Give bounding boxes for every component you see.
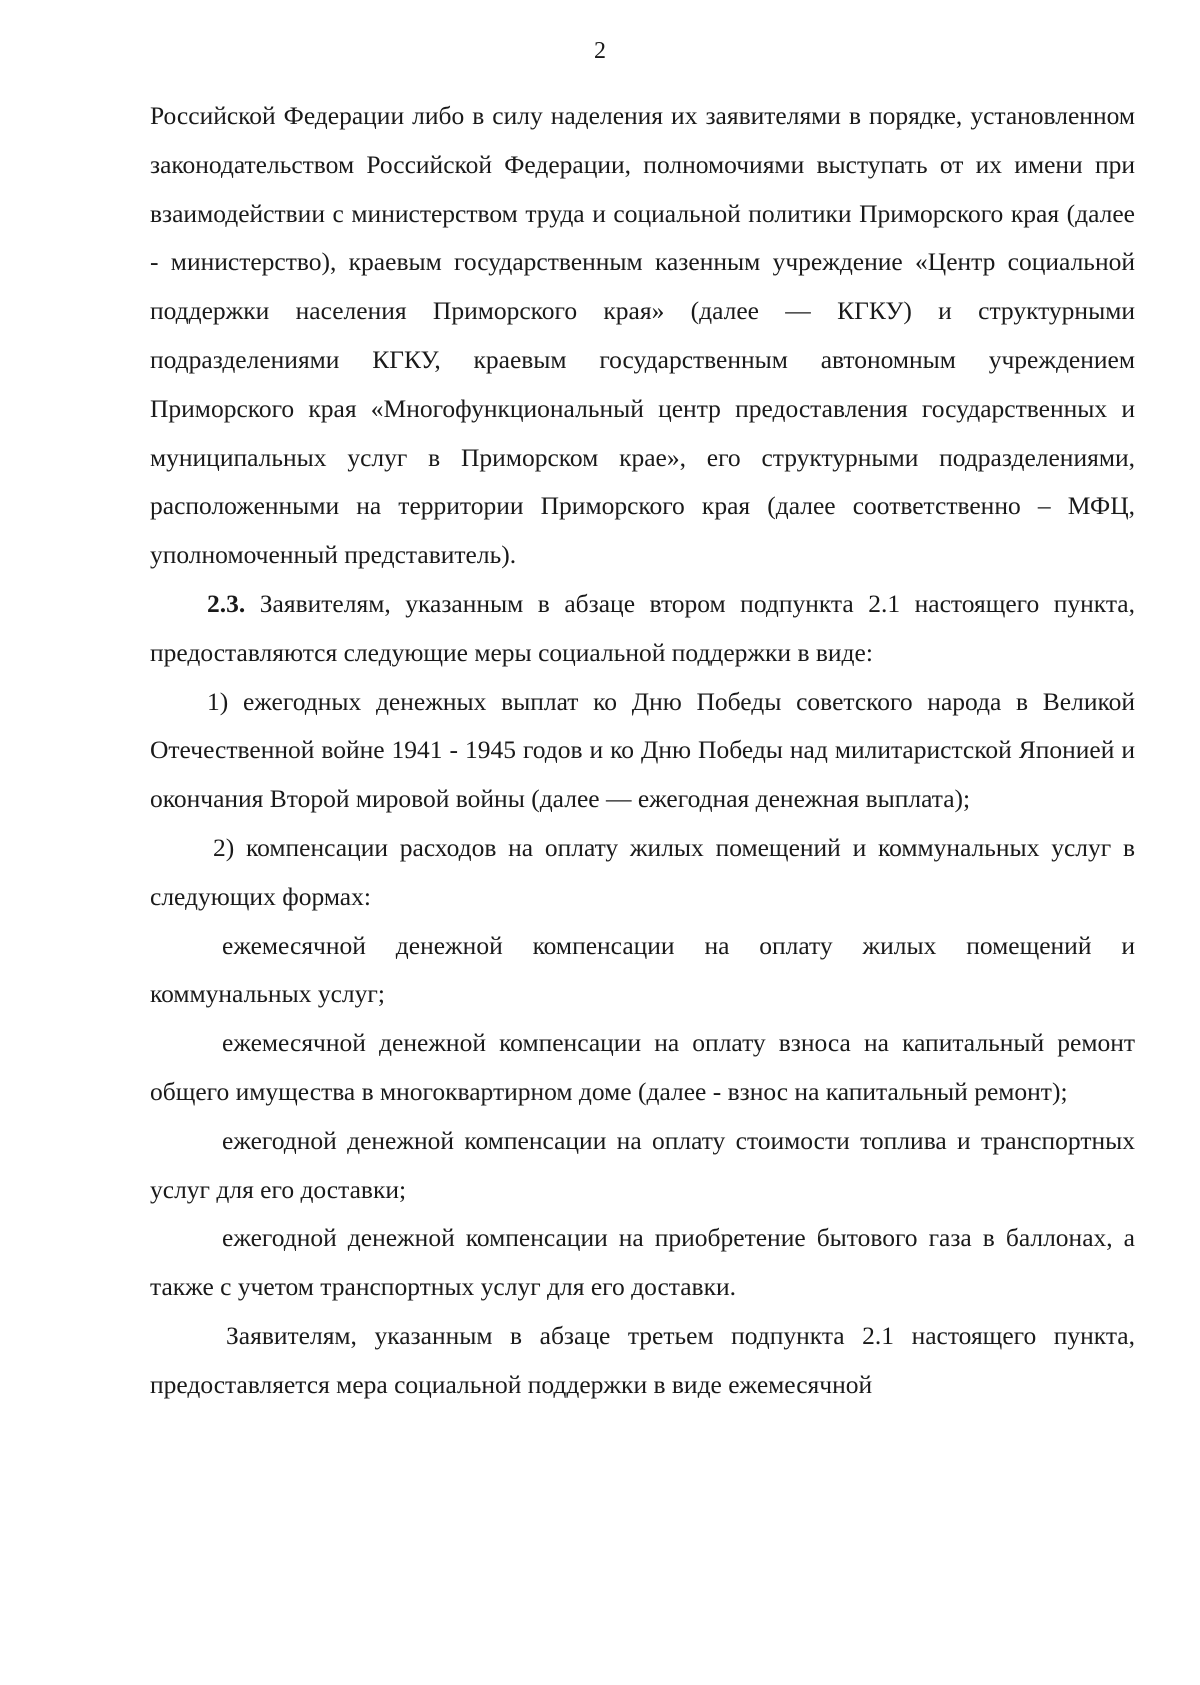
page-number: 2 xyxy=(594,38,606,64)
compensation-form-1: ежемесячной денежной компенсации на оплату жилых помещений и коммунальных услуг; xyxy=(150,930,1135,1009)
compensation-form-4: ежегодной денежной компенсации на приобретение бытового газа в баллонах, а также с учетом транспортных услуг для его доставки. xyxy=(150,1223,1135,1302)
clause-text: Заявителям, указанным в абзаце втором подпункта 2.1 настоящего пункта, предоставляются следующие меры социальной поддержки в виде: xyxy=(150,588,1135,667)
document-body xyxy=(150,92,1135,1410)
paragraph-third-applicants: Заявителям, указанным в абзаце третьем подпункта 2.1 настоящего пункта, предоставляется мера социальной поддержки в виде ежемесячной xyxy=(150,1320,1135,1399)
list-item-1: 1) ежегодных денежных выплат ко Дню Победы советского народа в Великой Отечественной войне 1941 - 1945 годов и ко Дню Победы над милитаристской Японией и окончания Второй мировой войны (далее — ежегодная денежная выплата); xyxy=(150,686,1135,814)
list-item-2: 2) компенсации расходов на оплату жилых помещений и коммунальных услуг в следующих формах: xyxy=(150,832,1135,911)
clause-number: 2.3. xyxy=(207,588,246,618)
paragraph-continuation: Российской Федерации либо в силу наделения их заявителями в порядке, установленном законодательством Российской Федерации, полномочиями выступать от их имени при взаимодействии с министерством труда и социальной политики Приморского края (далее - министерство), краевым государственным казенным учреждение «Центр социальной поддержки населения Приморского края» (далее — КГКУ) и структурными подразделениями КГКУ, краевым государственным автономным учреждением Приморского края «Многофункциональный центр предоставления государственных и муниципальных услуг в Приморском крае», его структурными подразделениями, расположенными на территории Приморского края (далее соответственно – МФЦ, уполномоченный представитель). xyxy=(150,101,1135,570)
compensation-form-3: ежегодной денежной компенсации на оплату стоимости топлива и транспортных услуг для его доставки; xyxy=(150,1125,1135,1204)
compensation-form-2: ежемесячной денежной компенсации на оплату взноса на капитальный ремонт общего имущества в многоквартирном доме (далее - взнос на капитальный ремонт); xyxy=(150,1028,1135,1106)
paragraph-clause-2-3 xyxy=(150,580,1135,678)
